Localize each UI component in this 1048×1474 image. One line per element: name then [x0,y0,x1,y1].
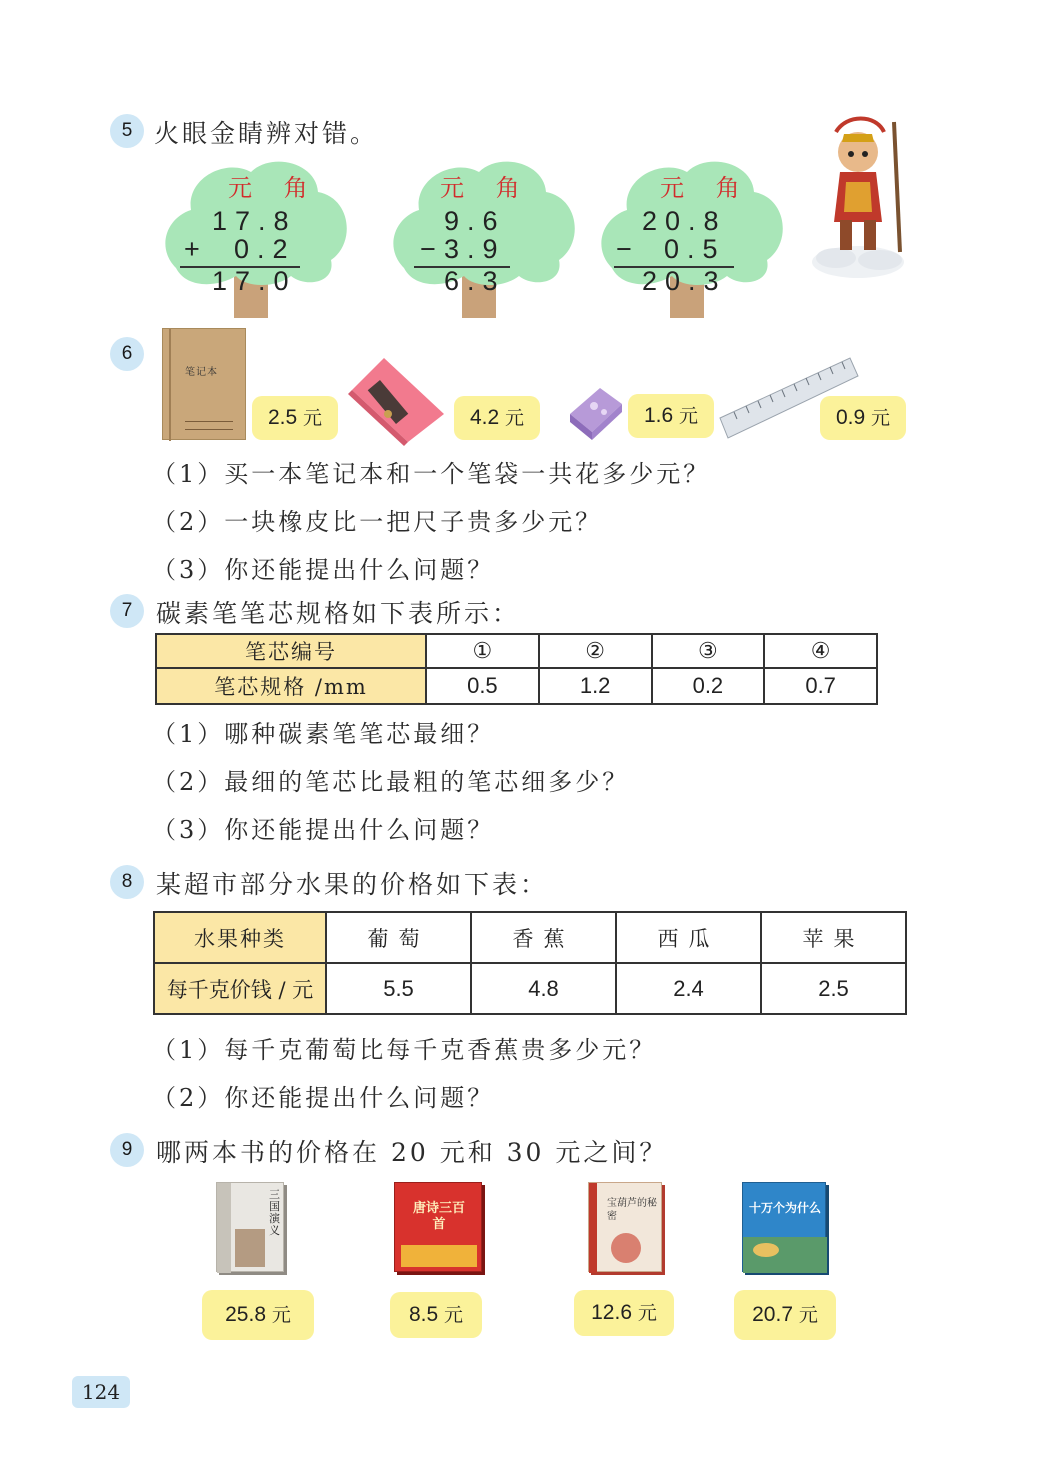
table-cell: ④ [764,634,877,668]
book-cover-tangshi [394,1182,482,1272]
q6-question-3: （3）你还能提出什么问题？ [152,556,495,584]
refill-spec-table [155,633,878,705]
book-title: 唐诗三百首 [413,1201,466,1232]
q8-question-1: （1）每千克葡萄比每千克香蕉贵多少元？ [152,1036,657,1064]
book-title: 三国演义 [269,1188,280,1237]
question-number-7: 7 [110,594,144,628]
calc-operator: − [616,234,640,264]
units-header: 元 角 [228,174,320,202]
table-row [156,634,877,668]
table-cell: 香蕉 [471,912,616,963]
calc-second: 3.9 [444,234,506,264]
calc-tree-2 [384,148,584,318]
units-header: 元 角 [660,174,752,202]
table-cell: ① [426,634,539,668]
pencil-case-icon [344,350,448,446]
calc-top: 9.6 [444,206,506,236]
book-cover-baohulu [588,1182,662,1272]
calc-result: 20.3 [642,266,727,296]
notebook-icon [162,328,246,440]
table-row [154,963,906,1014]
question-number-9: 9 [110,1133,144,1167]
calc-result: 17.0 [212,266,297,296]
question-9-title: 哪两本书的价格在 20 元和 30 元之间？ [156,1138,668,1167]
table-cell: 苹果 [761,912,906,963]
table-cell: 2.5 [761,963,906,1014]
monkey-king-icon [806,112,910,282]
price-tag-pencil-case: 4.2 元 [454,396,540,440]
price-tag-book-1: 25.8 元 [202,1290,314,1340]
q8-question-2: （2）你还能提出什么问题？ [152,1084,495,1112]
price-tag-ruler: 0.9 元 [820,396,906,440]
table-header-cell: 笔芯规格 /mm [156,668,426,704]
question-number-8: 8 [110,865,144,899]
table-cell: 4.8 [471,963,616,1014]
table-cell: 葡萄 [326,912,471,963]
price-tag-book-2: 8.5 元 [390,1292,482,1338]
table-cell: ③ [652,634,765,668]
book-title: 十万个为什么 [748,1201,821,1215]
calc-operator: − [420,234,444,264]
price-tag-book-3: 12.6 元 [574,1290,674,1336]
table-cell: 西瓜 [616,912,761,963]
eraser-icon [566,384,626,442]
price-tag-notebook: 2.5 元 [252,396,338,440]
q6-question-2: （2）一块橡皮比一把尺子贵多少元？ [152,508,603,536]
table-header-cell: 笔芯编号 [156,634,426,668]
calc-tree-1 [156,148,356,318]
calc-operator: + [184,234,208,264]
question-5-title: 火眼金睛辨对错。 [154,119,379,148]
table-cell: 1.2 [539,668,652,704]
table-cell: 2.4 [616,963,761,1014]
table-header-cell: 水果种类 [154,912,326,963]
table-cell: 0.7 [764,668,877,704]
question-7-title: 碳素笔笔芯规格如下表所示： [156,599,521,628]
table-cell: 5.5 [326,963,471,1014]
q7-question-1: （1）哪种碳素笔笔芯最细？ [152,720,495,748]
q6-question-1: （1）买一本笔记本和一个笔袋一共花多少元？ [152,460,711,488]
calc-top: 20.8 [642,206,727,236]
table-row [156,668,877,704]
question-number-5: 5 [110,114,144,148]
calc-result: 6.3 [444,266,506,296]
table-cell: ② [539,634,652,668]
page-number: 124 [72,1376,130,1408]
calc-top: 17.8 [212,206,297,236]
table-row [154,912,906,963]
question-number-6: 6 [110,337,144,371]
book-cover-sanguo [216,1182,284,1272]
price-tag-book-4: 20.7 元 [734,1290,836,1340]
table-cell: 0.5 [426,668,539,704]
calc-tree-3 [592,148,792,318]
calc-second: 0.2 [234,234,296,264]
notebook-label: 笔记本 [185,367,218,378]
table-header-cell: 每千克价钱 / 元 [154,963,326,1014]
book-title: 宝葫芦的秘密 [607,1198,657,1222]
question-8-title: 某超市部分水果的价格如下表： [156,870,549,899]
units-header: 元 角 [440,174,532,202]
q7-question-3: （3）你还能提出什么问题？ [152,816,495,844]
q7-question-2: （2）最细的笔芯比最粗的笔芯细多少？ [152,768,630,796]
book-cover-shiwange [742,1182,826,1272]
price-tag-eraser: 1.6 元 [628,394,714,438]
fruit-price-table [153,911,907,1015]
calc-second: 0.5 [664,234,726,264]
table-cell: 0.2 [652,668,765,704]
